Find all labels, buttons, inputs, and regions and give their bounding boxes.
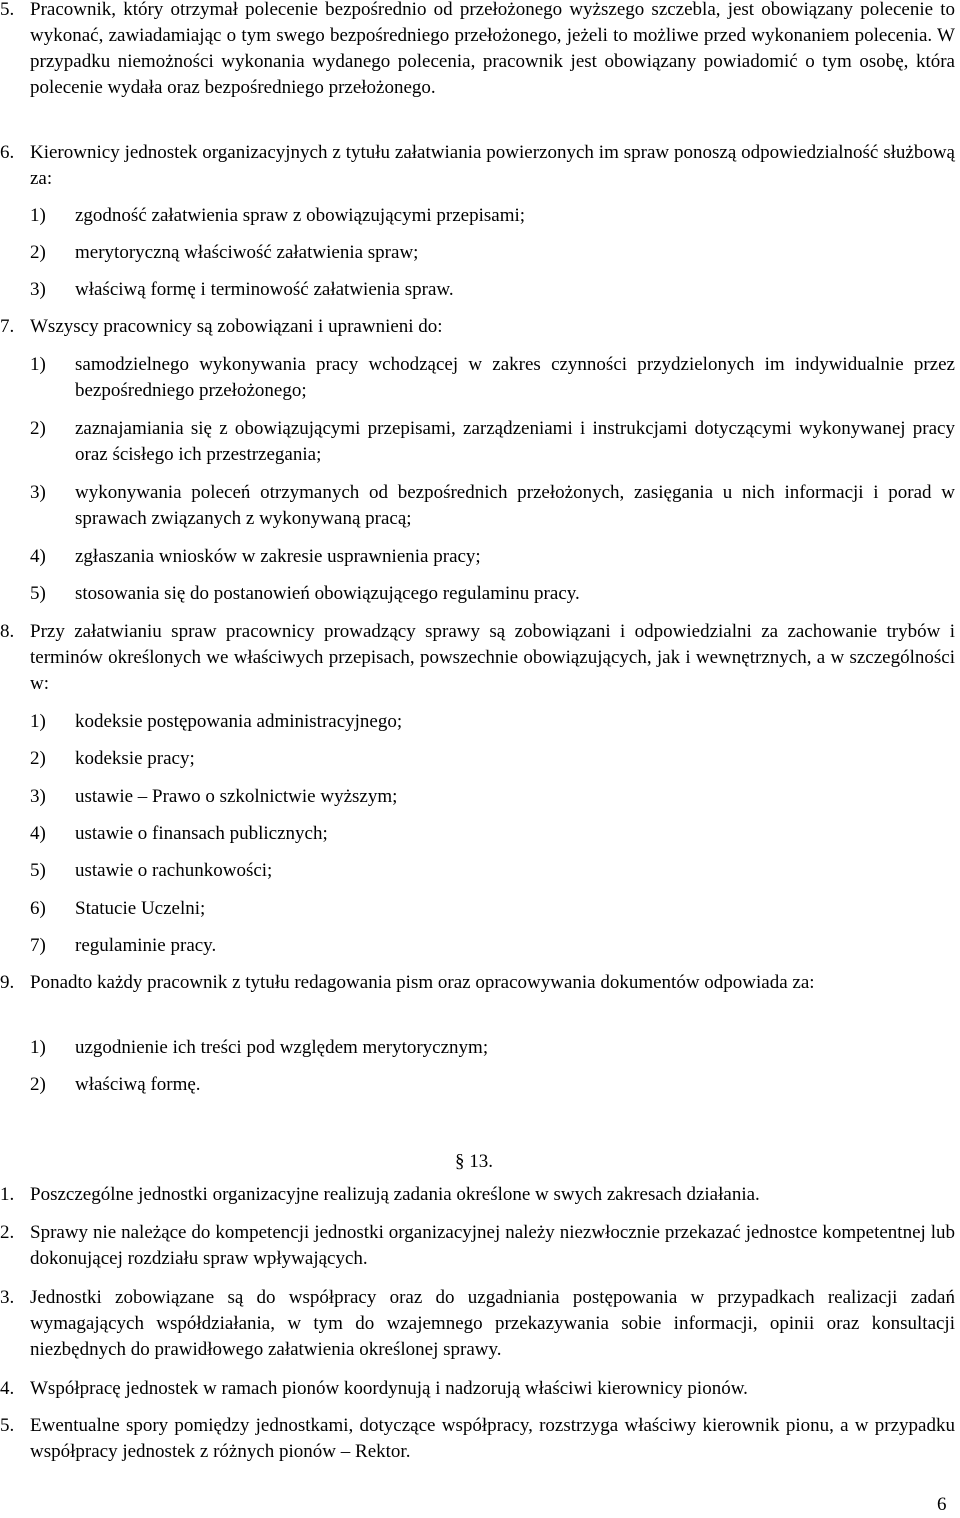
list-item-number: 2) bbox=[30, 418, 46, 439]
list-item bbox=[30, 821, 955, 847]
list-item-number: 1) bbox=[30, 354, 46, 375]
list-item-number: 3) bbox=[30, 482, 46, 503]
section-paragraph-3 bbox=[0, 1285, 955, 1363]
list-item bbox=[30, 203, 955, 229]
paragraph-5 bbox=[0, 0, 955, 101]
list-item bbox=[30, 277, 955, 303]
paragraph-text: Kierownicy jednostek organizacyjnych z tytułu załatwiania powierzonych im spraw ponoszą odpowiedzialność służbową za: bbox=[30, 142, 955, 189]
paragraph-number: 1. bbox=[0, 1184, 15, 1205]
section-paragraph-5 bbox=[0, 1413, 955, 1465]
list-item-number: 2) bbox=[30, 748, 46, 769]
paragraph-text: Przy załatwianiu spraw pracownicy prowadzący sprawy są zobowiązani i odpowiedzialni za zachowanie trybów i terminów określonych we właściwych przepisach, powszechnie obowiązujących, jak i wewnętrznych, a w szczególności w: bbox=[30, 621, 955, 694]
paragraph-number: 9. bbox=[0, 972, 15, 993]
list-item bbox=[30, 1035, 955, 1061]
list-item bbox=[30, 858, 955, 884]
list-item-number: 3) bbox=[30, 279, 46, 300]
paragraph-8 bbox=[0, 619, 955, 697]
list-item-text: regulaminie pracy. bbox=[75, 935, 217, 956]
paragraph-text: Poszczególne jednostki organizacyjne realizują zadania określone w swych zakresach działania. bbox=[30, 1184, 760, 1205]
list-item-text: merytoryczną właściwość załatwienia spraw; bbox=[75, 242, 419, 263]
list-item-text: ustawie o finansach publicznych; bbox=[75, 823, 328, 844]
list-item-number: 6) bbox=[30, 898, 46, 919]
list-item-text: ustawie – Prawo o szkolnictwie wyższym; bbox=[75, 786, 398, 807]
list-item-number: 2) bbox=[30, 1074, 46, 1095]
list-item bbox=[30, 709, 955, 735]
paragraph-number: 7. bbox=[0, 316, 15, 337]
paragraph-text: Współpracę jednostek w ramach pionów koordynują i nadzorują właściwi kierownicy pionów. bbox=[30, 1378, 748, 1399]
paragraph-number: 5. bbox=[0, 1415, 15, 1436]
list-item-text: Statucie Uczelni; bbox=[75, 898, 206, 919]
list-item bbox=[30, 240, 955, 266]
list-item-text: zgłaszania wniosków w zakresie usprawnienia pracy; bbox=[75, 546, 481, 567]
list-item-text: wykonywania poleceń otrzymanych od bezpośrednich przełożonych, zasięgania u nich informacji i porad w sprawach związanych z wykonywaną pracą; bbox=[75, 482, 955, 529]
list-item-number: 3) bbox=[30, 786, 46, 807]
list-item-number: 1) bbox=[30, 205, 46, 226]
list-item bbox=[30, 746, 955, 772]
paragraph-number: 4. bbox=[0, 1378, 15, 1399]
list-item-number: 2) bbox=[30, 242, 46, 263]
paragraph-text: Jednostki zobowiązane są do współpracy oraz do uzgadniania postępowania w przypadkach realizacji zadań wymagających współdziałania, w tym do wzajemnego przekazywania sobie informacji, opinii oraz konsultacji niezbędnych do prawidłowego załatwienia określonej sprawy. bbox=[30, 1287, 955, 1360]
list-item bbox=[30, 480, 955, 532]
list-item-text: zgodność załatwienia spraw z obowiązującymi przepisami; bbox=[75, 205, 526, 226]
list-item bbox=[30, 1072, 955, 1098]
paragraph-number: 2. bbox=[0, 1222, 15, 1243]
paragraph-6 bbox=[0, 140, 955, 192]
list-item-text: właściwą formę. bbox=[75, 1074, 201, 1095]
list-item bbox=[30, 581, 955, 607]
paragraph-9 bbox=[0, 970, 955, 996]
paragraph-number: 6. bbox=[0, 142, 15, 163]
list-item-text: kodeksie pracy; bbox=[75, 748, 195, 769]
paragraph-number: 3. bbox=[0, 1287, 15, 1308]
list-item-number: 1) bbox=[30, 1037, 46, 1058]
list-item bbox=[30, 896, 955, 922]
paragraph-text: Sprawy nie należące do kompetencji jednostki organizacyjnej należy niezwłocznie przekazać jednostce kompetentnej lub dokonującej rozdziału spraw wpływających. bbox=[30, 1222, 955, 1269]
section-paragraph-2 bbox=[0, 1220, 955, 1272]
list-item-text: stosowania się do postanowień obowiązującego regulaminu pracy. bbox=[75, 583, 580, 604]
section-heading: § 13. bbox=[455, 1151, 493, 1172]
list-item-number: 5) bbox=[30, 583, 46, 604]
section-paragraph-4 bbox=[0, 1376, 955, 1402]
list-item-text: kodeksie postępowania administracyjnego; bbox=[75, 711, 403, 732]
section-paragraph-1 bbox=[0, 1182, 955, 1208]
list-item bbox=[30, 416, 955, 468]
paragraph-number: 5. bbox=[0, 0, 15, 20]
list-item-number: 4) bbox=[30, 546, 46, 567]
list-item-number: 1) bbox=[30, 711, 46, 732]
list-item bbox=[30, 784, 955, 810]
list-item-text: uzgodnienie ich treści pod względem merytorycznym; bbox=[75, 1037, 489, 1058]
list-item bbox=[30, 352, 955, 404]
list-item-number: 5) bbox=[30, 860, 46, 881]
paragraph-text: Ewentualne spory pomiędzy jednostkami, dotyczące współpracy, rozstrzyga właściwy kierownik pionu, a w przypadku współpracy jednostek z różnych pionów – Rektor. bbox=[30, 1415, 955, 1462]
list-item-text: właściwą formę i terminowość załatwienia spraw. bbox=[75, 279, 454, 300]
paragraph-text: Ponadto każdy pracownik z tytułu redagowania pism oraz opracowywania dokumentów odpowiada za: bbox=[30, 972, 815, 993]
list-item-text: zaznajamiania się z obowiązującymi przepisami, zarządzeniami i instrukcjami dotyczącymi wykonywanej pracy oraz ścisłego ich przestrzegania; bbox=[75, 418, 955, 465]
list-item-text: samodzielnego wykonywania pracy wchodzącej w zakres czynności przydzielonych im indywidualnie przez bezpośredniego przełożonego; bbox=[75, 354, 955, 401]
paragraph-7 bbox=[0, 314, 955, 340]
paragraph-text: Wszyscy pracownicy są zobowiązani i uprawnieni do: bbox=[30, 316, 443, 337]
list-item-number: 7) bbox=[30, 935, 46, 956]
list-item-number: 4) bbox=[30, 823, 46, 844]
list-item-text: ustawie o rachunkowości; bbox=[75, 860, 273, 881]
paragraph-text: Pracownik, który otrzymał polecenie bezpośrednio od przełożonego wyższego szczebla, jest obowiązany polecenie to wykonać, zawiadamiając o tym swego bezpośredniego przełożonego, jeżeli to możliwe przed wykonaniem polecenia. W przypadku niemożności wykonania wydanego polecenia, pracownik jest obowiązany powiadomić o tym osobę, która polecenie wydała oraz bezpośredniego przełożonego. bbox=[30, 0, 955, 98]
list-item bbox=[30, 544, 955, 570]
page-number: 6 bbox=[937, 1494, 947, 1515]
paragraph-number: 8. bbox=[0, 621, 15, 642]
list-item bbox=[30, 933, 955, 959]
